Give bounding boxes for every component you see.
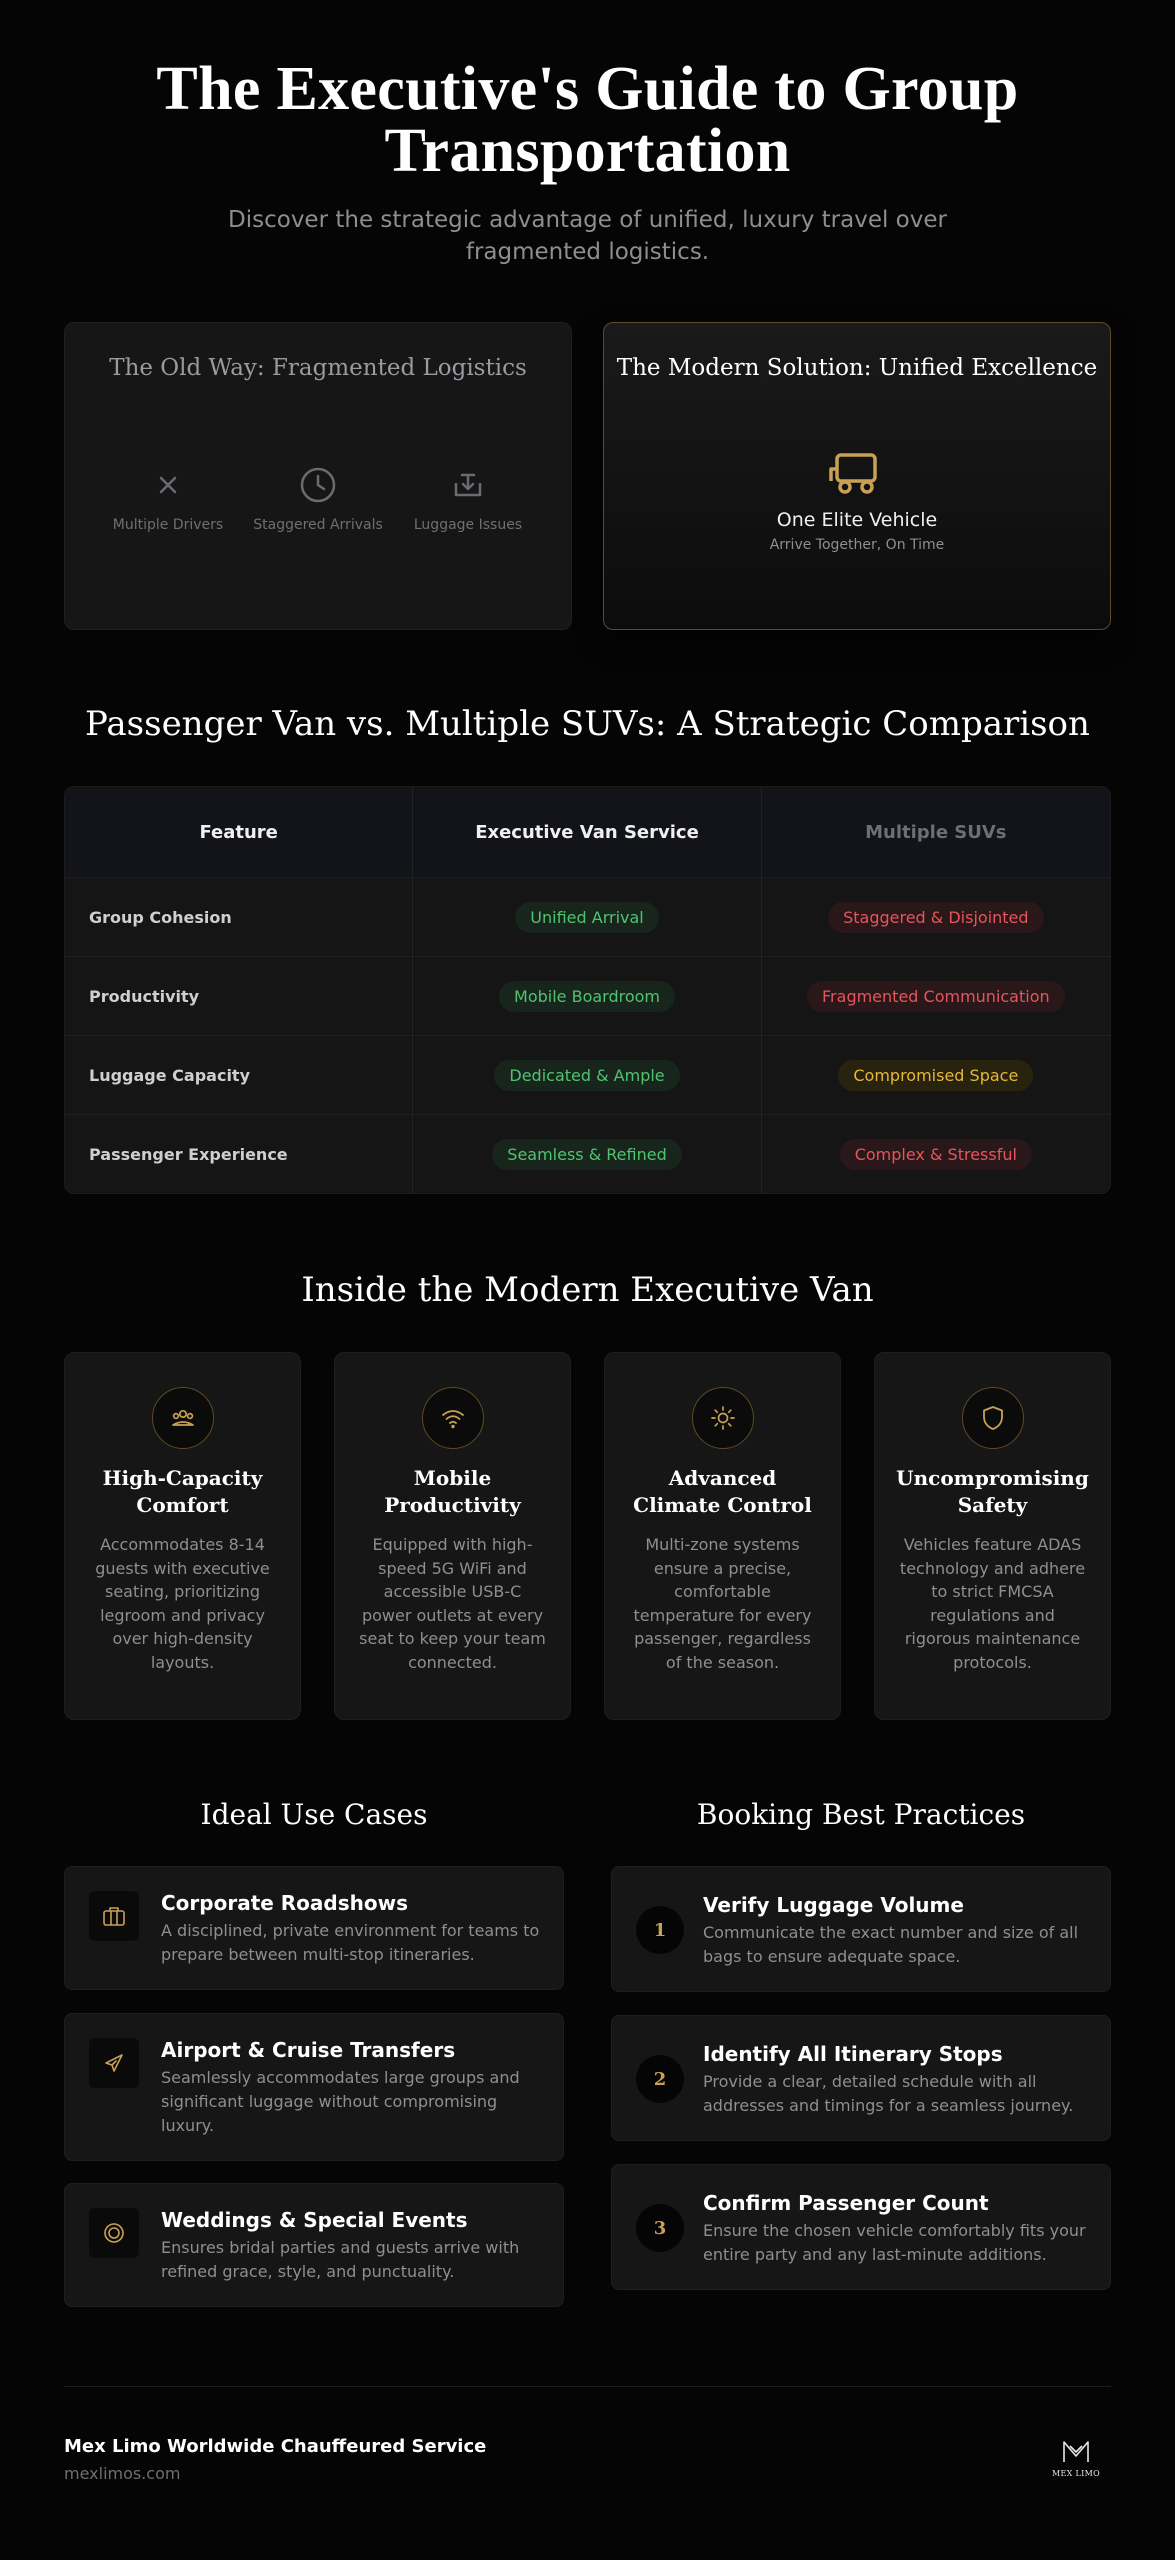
rings-icon (101, 2220, 127, 2246)
use-case-title: Corporate Roadshows (161, 1891, 409, 1915)
old-way-item (243, 465, 393, 533)
table-van-cell (413, 957, 761, 1035)
status-badge: Unified Arrival (515, 902, 658, 933)
luggage-tray-icon (448, 465, 488, 505)
old-way-item-label: Multiple Drivers (112, 517, 224, 533)
old-way-items (65, 465, 571, 533)
table-header-cell: Executive Van Service (413, 787, 761, 877)
footer-url[interactable]: mexlimos.com (64, 2464, 181, 2483)
modern-solution-headline: One Elite Vehicle (776, 509, 938, 531)
best-practices-title: Booking Best Practices (696, 1798, 1026, 1831)
status-badge: Mobile Boardroom (499, 981, 675, 1012)
table-feature-cell: Luggage Capacity (65, 1036, 413, 1114)
briefcase-icon (101, 1903, 127, 1929)
old-way-title: The Old Way: Fragmented Logistics (109, 355, 527, 381)
comparison-section-title: Passenger Van vs. Multiple SUVs: A Strategic Comparison (85, 704, 1090, 744)
table-van-cell (413, 1115, 761, 1193)
old-way-card (64, 322, 572, 630)
best-practice-card (611, 1866, 1111, 1992)
table-feature-cell: Productivity (65, 957, 413, 1035)
page-subtitle: Discover the strategic advantage of unified, luxury travel over fragmented logistics. (228, 207, 947, 265)
feature-text: Accommodates 8-14 guests with executive seating, prioritizing legroom and privacy over high-density layouts. (95, 1535, 270, 1672)
table-van-cell (413, 1036, 761, 1114)
feature-title (619, 1465, 826, 1519)
feature-text: Multi-zone systems ensure a precise, comfortable temperature for every passenger, regardless of the season. (633, 1535, 812, 1672)
use-case-text: A disciplined, private environment for teams to prepare between multi-stop itineraries. (161, 1921, 540, 1964)
old-way-item-label: Luggage Issues (413, 517, 523, 533)
feature-title-line: Climate Control (633, 1493, 812, 1517)
feature-title-line: Uncompromising (896, 1466, 1089, 1490)
feature-icon-circle (152, 1387, 214, 1449)
van-icon (827, 449, 887, 497)
table-feature-cell: Passenger Experience (65, 1115, 413, 1193)
wifi-icon (439, 1404, 467, 1432)
modern-solution-content (604, 449, 1110, 553)
feature-title-line: Productivity (384, 1493, 521, 1517)
step-number: 3 (636, 2204, 684, 2252)
table-suv-cell (762, 878, 1110, 956)
feature-card (334, 1352, 571, 1720)
feature-title-line: Mobile (413, 1466, 492, 1490)
old-way-item-label: Staggered Arrivals (253, 517, 383, 533)
page-title-line1: The Executive's Guide to Group (156, 55, 1019, 123)
x-icon (148, 465, 188, 505)
feature-card (64, 1352, 301, 1720)
use-case-text: Ensures bridal parties and guests arrive with refined grace, style, and punctuality. (161, 2238, 520, 2281)
best-practice-text: Ensure the chosen vehicle comfortably fits your entire party and any last-minute additions. (703, 2221, 1086, 2264)
status-badge: Compromised Space (838, 1060, 1033, 1091)
table-suv-cell (762, 957, 1110, 1035)
old-way-item (93, 465, 243, 533)
old-way-item (393, 465, 543, 533)
use-case-card (64, 2013, 564, 2161)
feature-card (604, 1352, 841, 1720)
table-header-cell: Multiple SUVs (865, 821, 1007, 843)
use-case-card (64, 1866, 564, 1990)
table-row (65, 877, 1110, 956)
page-title-line2: Transportation (384, 117, 791, 185)
feature-title-line: High-Capacity (102, 1466, 263, 1490)
table-feature-cell: Group Cohesion (65, 878, 413, 956)
best-practice-title: Confirm Passenger Count (703, 2191, 989, 2215)
step-number: 1 (636, 1906, 684, 1954)
page-title (0, 55, 1175, 185)
table-van-cell (413, 878, 761, 956)
clock-icon (298, 465, 338, 505)
table-row (65, 1035, 1110, 1114)
status-badge: Staggered & Disjointed (828, 902, 1043, 933)
table-header-cell: Feature (65, 787, 413, 877)
best-practice-text: Communicate the exact number and size of all bags to ensure adequate space. (703, 1923, 1079, 1966)
use-case-icon-box (89, 2208, 139, 2258)
logo-text: MEX LIMO (1052, 2469, 1100, 2478)
logo-mark-icon (1059, 2438, 1093, 2464)
feature-title-line: Comfort (136, 1493, 229, 1517)
feature-title (349, 1465, 556, 1519)
plane-icon (101, 2050, 127, 2076)
footer-divider (64, 2386, 1111, 2387)
table-row (65, 956, 1110, 1035)
status-badge: Seamless & Refined (492, 1139, 681, 1170)
use-case-icon-box (89, 1891, 139, 1941)
use-case-text: Seamlessly accommodates large groups and significant luggage without compromising luxury. (161, 2068, 520, 2135)
step-number: 2 (636, 2055, 684, 2103)
table-row (65, 1114, 1110, 1193)
use-case-card (64, 2183, 564, 2307)
status-badge: Complex & Stressful (840, 1139, 1032, 1170)
use-case-title: Weddings & Special Events (161, 2208, 468, 2232)
modern-solution-title: The Modern Solution: Unified Excellence (616, 355, 1098, 381)
use-cases-title: Ideal Use Cases (200, 1798, 428, 1831)
feature-text: Equipped with high-speed 5G WiFi and accessible USB-C power outlets at every seat to keep your team connected. (359, 1535, 546, 1672)
hero (0, 55, 1175, 268)
best-practice-card (611, 2015, 1111, 2141)
modern-solution-subline: Arrive Together, On Time (769, 537, 945, 553)
feature-icon-circle (422, 1387, 484, 1449)
best-practice-title: Identify All Itinerary Stops (703, 2042, 1003, 2066)
feature-title (79, 1465, 286, 1519)
feature-card (874, 1352, 1111, 1720)
comparison-table (64, 786, 1111, 1194)
feature-title (889, 1465, 1096, 1519)
feature-title-line: Safety (957, 1493, 1028, 1517)
best-practice-card (611, 2164, 1111, 2290)
feature-icon-circle (962, 1387, 1024, 1449)
table-suv-cell (762, 1115, 1110, 1193)
status-badge: Dedicated & Ample (494, 1060, 679, 1091)
best-practice-text: Provide a clear, detailed schedule with all addresses and timings for a seamless journey. (703, 2072, 1074, 2115)
feature-text: Vehicles feature ADAS technology and adhere to strict FMCSA regulations and rigorous maintenance protocols. (899, 1535, 1086, 1672)
use-case-title: Airport & Cruise Transfers (161, 2038, 456, 2062)
best-practice-title: Verify Luggage Volume (703, 1893, 964, 1917)
features-section-title: Inside the Modern Executive Van (301, 1270, 874, 1310)
table-suv-cell (762, 1036, 1110, 1114)
status-badge: Fragmented Communication (807, 981, 1065, 1012)
brand-logo (1052, 2438, 1100, 2478)
table-header-row (65, 787, 1110, 877)
group-icon (169, 1404, 197, 1432)
feature-icon-circle (692, 1387, 754, 1449)
footer-company: Mex Limo Worldwide Chauffeured Service (64, 2436, 487, 2457)
use-case-icon-box (89, 2038, 139, 2088)
feature-title-line: Advanced (668, 1466, 777, 1490)
shield-icon (979, 1404, 1007, 1432)
modern-solution-card (603, 322, 1111, 630)
sun-icon (709, 1404, 737, 1432)
